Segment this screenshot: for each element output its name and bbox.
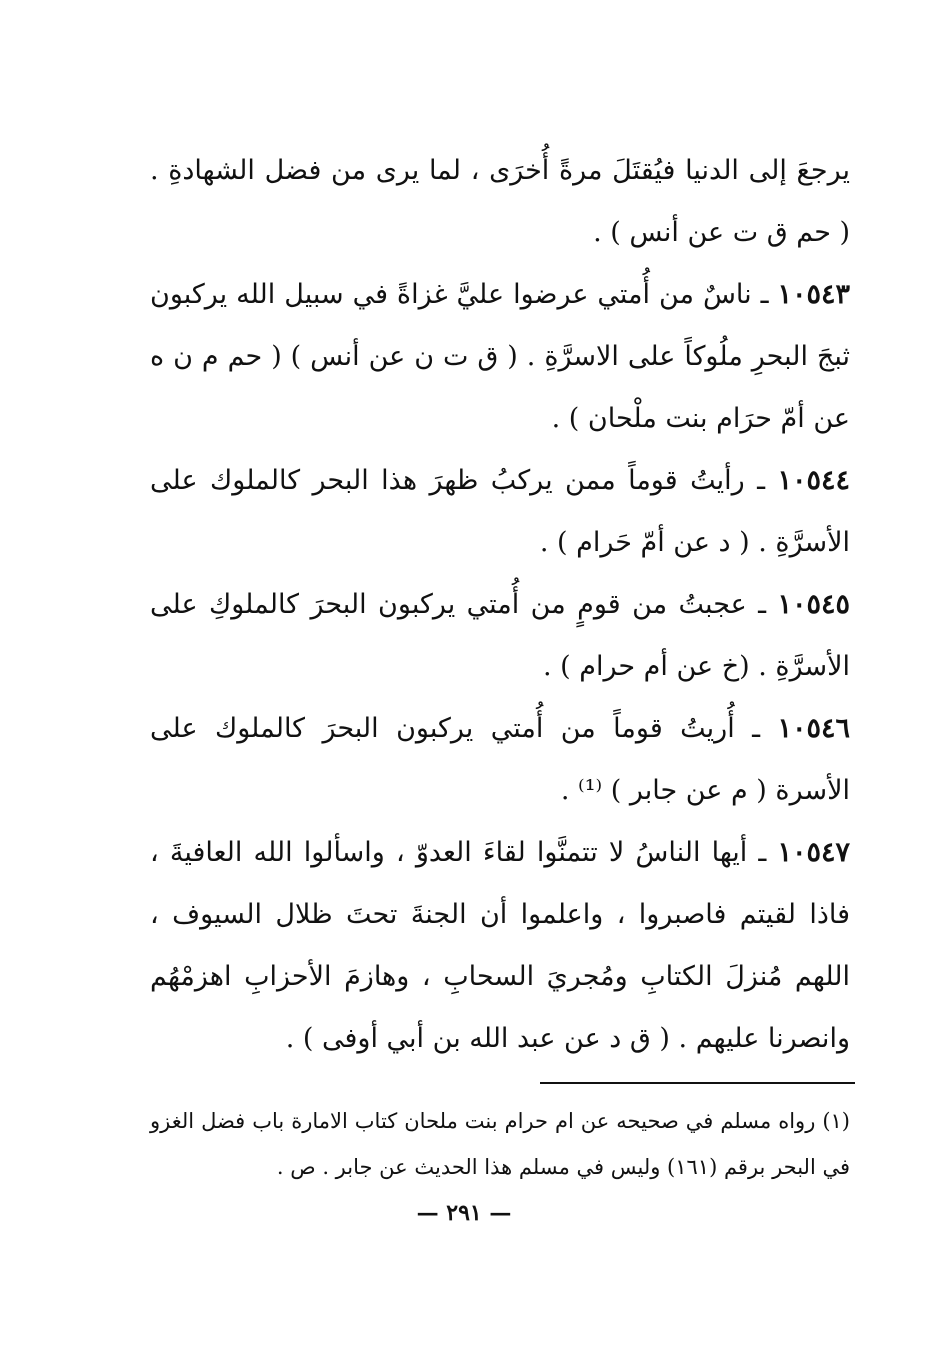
paragraph-continuation [150,140,850,264]
dash: ـ [734,713,778,744]
dash: ـ [747,837,778,868]
hadith-10545 [150,574,850,698]
hadith-text: أُريتُ قوماً من أُمتي يركبون البحرَ كالملوك على الأسرة ( م عن جابر ) ⁽¹⁾ . [150,713,850,806]
hadith-text: عجبتُ من قومٍ من أُمتي يركبون البحرَ كالملوكِ على الأسرَّةِ . (خ عن أم حرام ) . [150,589,850,682]
dash: ـ [746,589,778,620]
footnotes [150,1098,850,1190]
hadith-10544 [150,450,850,574]
hadith-number: ١٠٥٤٤ [777,465,850,496]
paragraph-text: يرجعَ إلى الدنيا فيُقتَلَ مرةً أُخرَى ، لما يرى من فضل الشهادةِ . ( حم ق ت عن أنس ) . [150,155,850,248]
footnote-separator [540,1082,855,1084]
main-text [150,140,850,1070]
hadith-10547 [150,822,850,1070]
hadith-10543 [150,264,850,450]
page-number: — ٢٩١ — [416,1200,512,1226]
hadith-text: أيها الناسُ لا تتمنَّوا لقاءَ العدوّ ، واسألوا الله العافيةَ ، فاذا لقيتم فاصبروا ، واعلموا أن الجنةَ تحتَ ظلال السيوف ، اللهم مُنزلَ الكتابِ ومُجريَ السحابِ ، وهازمَ الأحزابِ اهزمْهُم وانصرنا عليهم . ( ق د عن عبد الله بن أبي أوفى ) . [150,837,850,1054]
hadith-number: ١٠٥٤٧ [777,837,850,868]
hadith-10546 [150,698,850,822]
footnote-1: (١) رواه مسلم في صحيحه عن ام حرام بنت ملحان كتاب الامارة باب فضل الغزو في البحر برقم (١٦١) وليس في مسلم هذا الحديث عن جابر . ص . [150,1109,850,1179]
hadith-number: ١٠٥٤٣ [777,279,850,310]
dash: ـ [744,465,778,496]
hadith-text: ناسٌ من أُمتي عرضوا عليَّ غزاةً في سبيل الله يركبون ثبجَ البحرِ ملُوكاً على الاسرَّةِ . ( ق ت ن عن أنس ) ( حم م ن ه عن أمّ حرَام بنت ملْحان ) . [150,279,850,434]
dash: ـ [751,279,778,310]
hadith-number: ١٠٥٤٦ [777,713,850,744]
hadith-text: رأيتُ قوماً ممن يركبُ ظهرَ هذا البحر كالملوك على الأسرَّةِ . ( د عن أمّ حَرام ) . [150,465,850,558]
hadith-number: ١٠٥٤٥ [777,589,850,620]
